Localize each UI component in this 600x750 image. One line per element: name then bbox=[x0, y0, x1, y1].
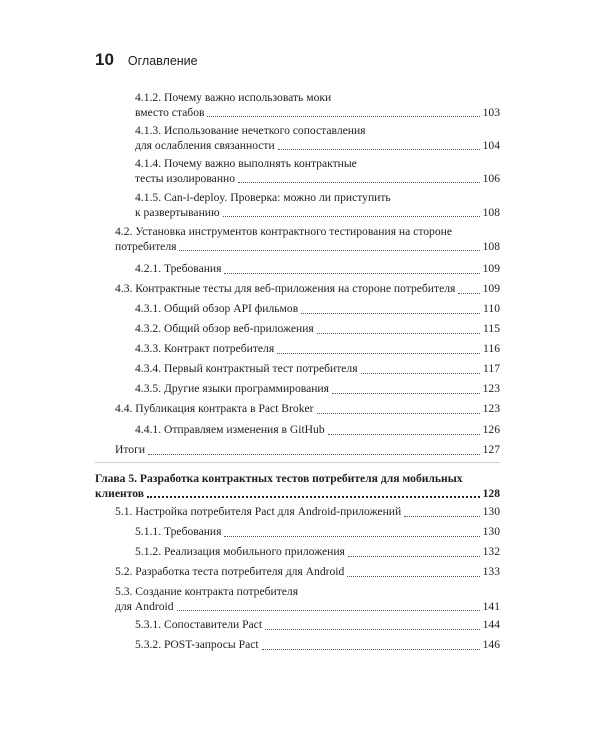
dot-leader bbox=[278, 149, 480, 150]
toc-entry-4-3[interactable] bbox=[115, 282, 500, 297]
toc-entry-title-line: 4.3. Контрактные тесты для веб-приложения на стороне потребителя bbox=[115, 282, 456, 295]
toc-entry-title-line: 4.3.4. Первый контрактный тест потребителя bbox=[135, 362, 358, 375]
toc-entry-title-line: 4.2.1. Требования bbox=[135, 262, 222, 275]
toc-page-number: 108 bbox=[482, 239, 500, 253]
toc-entry-itogi[interactable] bbox=[115, 443, 500, 458]
toc-page-number: 116 bbox=[483, 342, 500, 355]
toc-page-number: 133 bbox=[482, 565, 500, 578]
dot-leader bbox=[277, 353, 480, 354]
toc-entry-title-line: Глава 5. Разработка контрактных тестов потребителя для мобильных bbox=[95, 472, 463, 485]
toc-entry-title-line: 4.3.1. Общий обзор API фильмов bbox=[135, 302, 299, 315]
toc-entry-5-1-2[interactable] bbox=[135, 545, 500, 560]
toc-page-number: 132 bbox=[482, 545, 500, 558]
dot-leader bbox=[348, 556, 480, 557]
toc-entry-5-3-1[interactable] bbox=[135, 618, 500, 633]
toc-page-number: 141 bbox=[482, 599, 500, 613]
toc-entry-title-line: 5.1. Настройка потребителя Pact для Android-приложений bbox=[115, 505, 402, 518]
toc-entry-5-1-1[interactable] bbox=[135, 525, 500, 540]
toc-entry-title-line: 4.4. Публикация контракта в Pact Broker bbox=[115, 402, 314, 415]
toc-entry-title-line: тесты изолированно bbox=[135, 171, 236, 185]
dot-leader bbox=[347, 576, 479, 577]
toc-entry-4-2-1[interactable] bbox=[135, 262, 500, 277]
dot-leader bbox=[404, 516, 479, 517]
toc-entry-5-3-2[interactable] bbox=[135, 638, 500, 653]
toc-entry-title-line: 5.1.2. Реализация мобильного приложения bbox=[135, 545, 345, 558]
toc-entry-title-line: потребителя bbox=[115, 239, 177, 253]
toc-entry-4-3-1[interactable] bbox=[135, 302, 500, 317]
toc-entry-title-line: 4.3.2. Общий обзор веб-приложения bbox=[135, 322, 314, 335]
dot-leader bbox=[458, 293, 479, 294]
toc-entry-4-1-2[interactable] bbox=[135, 91, 500, 120]
toc-entry-title-line: 5.1.1. Требования bbox=[135, 525, 222, 538]
dot-leader bbox=[301, 313, 480, 314]
dot-leader bbox=[317, 333, 480, 334]
toc-entry-5-2[interactable] bbox=[115, 565, 500, 580]
toc-entry-4-1-3[interactable] bbox=[135, 124, 500, 153]
toc-entry-title-line: 4.3.3. Контракт потребителя bbox=[135, 342, 275, 355]
toc-entry-4-2[interactable] bbox=[115, 225, 500, 254]
toc-page-number: 123 bbox=[482, 382, 500, 395]
toc-entry-title-line: 5.3.1. Сопоставители Pact bbox=[135, 618, 263, 631]
toc-page-number: 128 bbox=[482, 486, 500, 500]
toc-entry-title-line: 4.2. Установка инструментов контрактного тестирования на стороне bbox=[115, 225, 452, 238]
toc-page-number: 109 bbox=[482, 262, 500, 275]
toc-page-number: 106 bbox=[482, 171, 500, 185]
toc-entry-title-line: 4.1.5. Can-i-deploy. Проверка: можно ли приступить bbox=[135, 191, 391, 204]
dot-leader bbox=[147, 496, 480, 498]
dot-leader bbox=[328, 434, 480, 435]
dot-leader bbox=[238, 182, 480, 183]
toc-entry-title-line: к развертыванию bbox=[135, 205, 220, 219]
toc-page-number: 127 bbox=[482, 443, 500, 456]
toc-entry-4-3-2[interactable] bbox=[135, 322, 500, 337]
dot-leader bbox=[265, 629, 480, 630]
toc-page-number: 115 bbox=[483, 322, 500, 335]
toc-entry-5-3[interactable] bbox=[115, 585, 500, 614]
toc-chapter-ch5[interactable] bbox=[95, 472, 500, 501]
toc-entry-title-line: для Android bbox=[115, 599, 174, 613]
dot-leader bbox=[332, 393, 480, 394]
toc-entry-4-4-1[interactable] bbox=[135, 423, 500, 438]
dot-leader bbox=[224, 536, 479, 537]
toc-entry-title-line: Итоги bbox=[115, 443, 146, 456]
running-title: Оглавление bbox=[127, 54, 198, 68]
dot-leader bbox=[262, 649, 480, 650]
toc-entry-title-line: для ослабления связанности bbox=[135, 138, 275, 152]
dot-leader bbox=[224, 273, 479, 274]
toc-page-number: 144 bbox=[482, 618, 500, 631]
toc-entry-title-line: 4.3.5. Другие языки программирования bbox=[135, 382, 329, 395]
toc-entry-title-line: вместо стабов bbox=[135, 105, 205, 119]
toc-entry-title-line: 5.3.2. POST-запросы Pact bbox=[135, 638, 259, 651]
toc-page-number: 108 bbox=[482, 205, 500, 219]
toc-page-number: 117 bbox=[483, 362, 500, 375]
page-number: 10 bbox=[95, 50, 114, 69]
toc-entry-title-line: 4.1.4. Почему важно выполнять контрактные bbox=[135, 157, 357, 170]
toc-entry-4-3-4[interactable] bbox=[135, 362, 500, 377]
toc-page-number: 104 bbox=[482, 138, 500, 152]
toc-page-number: 123 bbox=[482, 402, 500, 415]
toc-page-number: 103 bbox=[482, 105, 500, 119]
toc-page-number: 109 bbox=[482, 282, 500, 295]
dot-leader bbox=[223, 216, 480, 217]
toc-entry-title-line: 5.2. Разработка теста потребителя для Android bbox=[115, 565, 345, 578]
toc-entry-4-4[interactable] bbox=[115, 402, 500, 417]
toc-entry-4-1-5[interactable] bbox=[135, 191, 500, 220]
toc-entry-title-line: клиентов bbox=[95, 486, 145, 500]
toc-entry-5-1[interactable] bbox=[115, 505, 500, 520]
toc-entry-4-3-5[interactable] bbox=[135, 382, 500, 397]
toc-page-number: 130 bbox=[482, 525, 500, 538]
toc-page-number: 110 bbox=[483, 302, 500, 315]
dot-leader bbox=[317, 413, 480, 414]
dot-leader bbox=[179, 250, 479, 251]
toc-entry-title-line: 4.1.3. Использование нечеткого сопоставления bbox=[135, 124, 366, 137]
toc-entry-title-line: 4.4.1. Отправляем изменения в GitHub bbox=[135, 423, 325, 436]
toc-page-number: 146 bbox=[482, 638, 500, 651]
toc-entry-title-line: 4.1.2. Почему важно использовать моки bbox=[135, 91, 332, 104]
toc-entry-4-3-3[interactable] bbox=[135, 342, 500, 357]
toc-entry-title-line: 5.3. Создание контракта потребителя bbox=[115, 585, 299, 598]
dot-leader bbox=[361, 373, 480, 374]
toc-entry-4-1-4[interactable] bbox=[135, 157, 500, 186]
toc-page-number: 126 bbox=[482, 423, 500, 436]
toc-page-number: 130 bbox=[482, 505, 500, 518]
dot-leader bbox=[177, 610, 480, 611]
dot-leader bbox=[148, 454, 480, 455]
chapter-divider bbox=[95, 462, 500, 463]
dot-leader bbox=[207, 116, 479, 117]
